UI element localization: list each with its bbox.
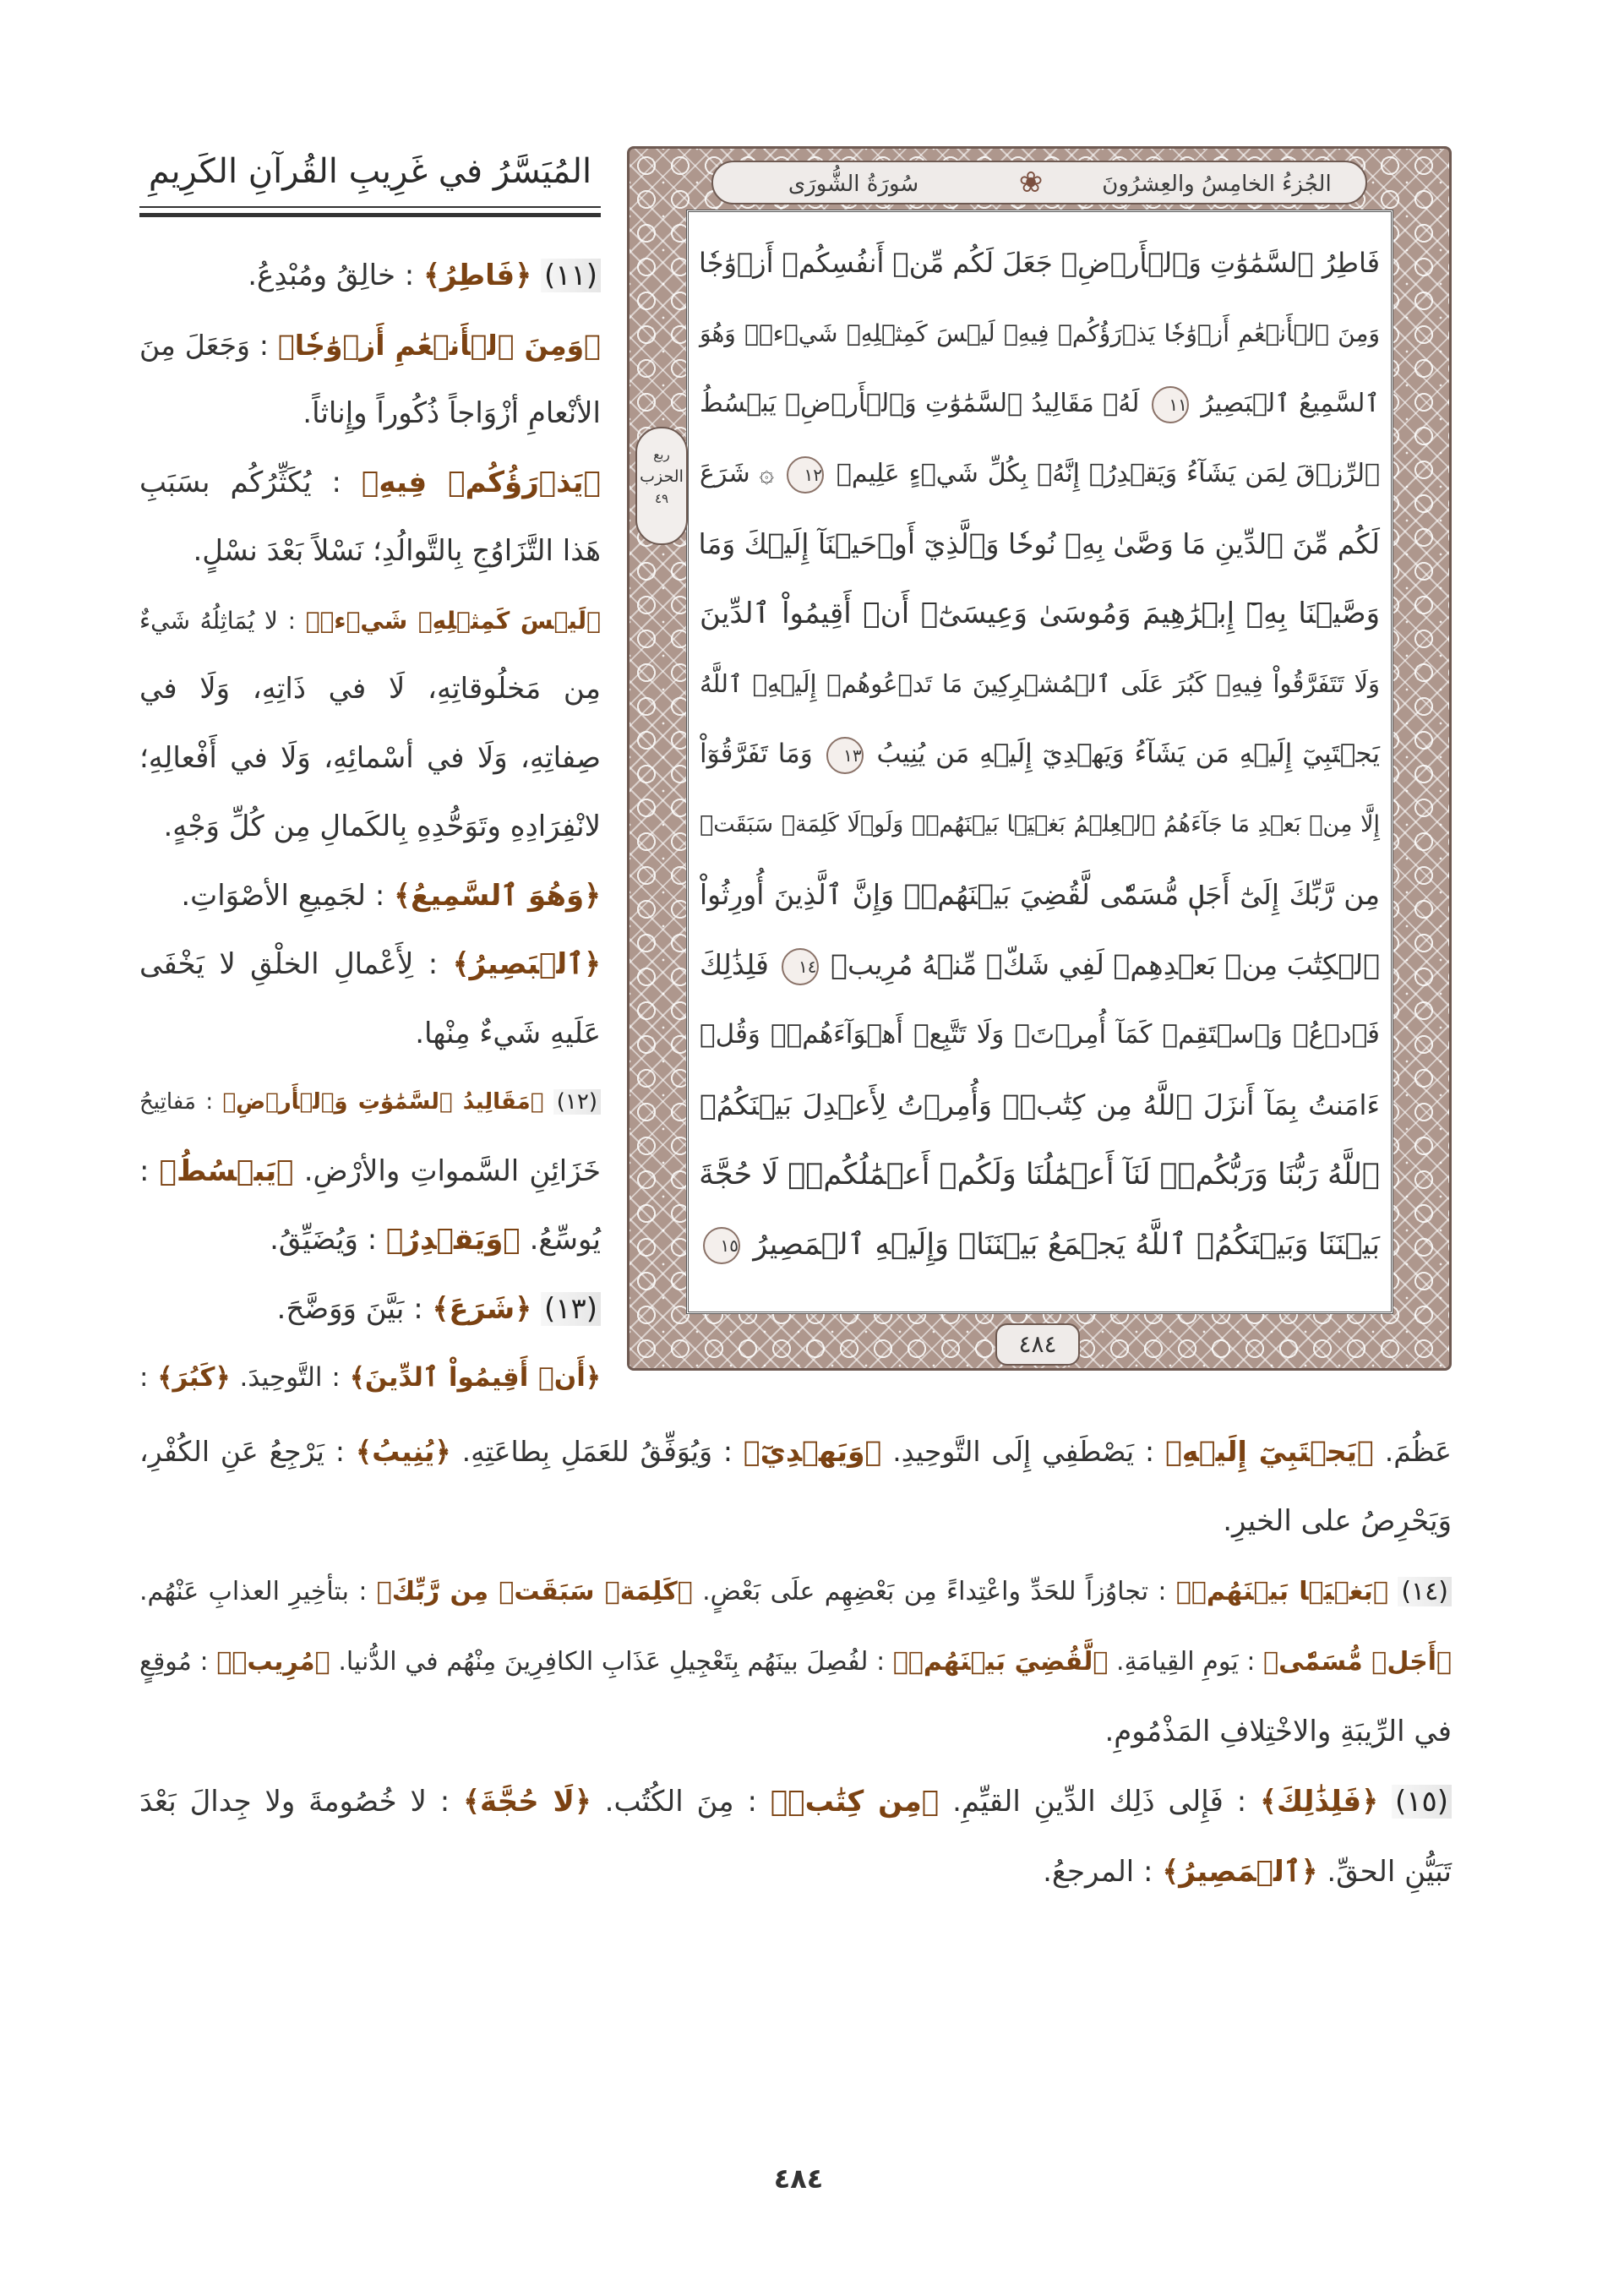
- tafsir-line: [139, 449, 601, 518]
- glossed-term: ﴿كَلِمَةٞ سَبَقَتۡ مِن رَّبِّكَ﴾: [376, 1577, 693, 1606]
- quran-line: [700, 368, 1380, 439]
- quran-line: [700, 1070, 1380, 1140]
- line-text: : وَيُوَفِّقُ للعَمَلِ بِطاعَتِهِ.: [461, 1435, 733, 1468]
- tafsir-line: [139, 1557, 1452, 1627]
- line-text: فَاطِرُ ٱلسَّمَٰوَٰتِ وَٱلۡأَرۡضِۚ جَعَلَ لَكُم مِّنۡ أَنفُسِكُمۡ أَزۡوَٰجٗا: [698, 247, 1380, 279]
- glossed-term: ﴿وَهُوَ ٱلسَّمِيعُ﴾: [394, 878, 601, 913]
- tafsir-line: [139, 1837, 1452, 1907]
- line-text: : تجاوُزاً للحَدِّ واعْتِداءً مِن بَعْضِهِم علَى بَعْضٍ.: [702, 1577, 1167, 1606]
- line-text: عَظُمَ.: [1384, 1435, 1452, 1468]
- tafsir-line: [139, 1068, 601, 1137]
- line-text: وَمَا تَفَرَّقُوٓاْ: [700, 739, 813, 769]
- tafsir-line: [139, 1000, 601, 1069]
- quran-line: [700, 789, 1380, 859]
- line-text: : المرجعُ.: [1043, 1855, 1153, 1889]
- quran-line: [700, 509, 1380, 579]
- hizb-marker-label: الحزب: [640, 467, 684, 486]
- tafsir-column: [139, 242, 601, 1413]
- tafsir-line: [139, 311, 601, 380]
- line-text: : فَإِلى ذَلِك الدِّينِ القيِّمِ.: [952, 1785, 1247, 1819]
- glossed-term: ﴿يَجۡتَبِيٓ إِلَيۡهِ﴾: [1165, 1435, 1374, 1468]
- glossed-term: ﴿لَا حُجَّةَ﴾: [463, 1785, 591, 1819]
- glossed-term: ﴿فَلِذَٰلِكَ﴾: [1260, 1785, 1379, 1819]
- quran-line: [700, 439, 1380, 509]
- verse-number: (١٤): [1398, 1577, 1452, 1606]
- tafsir-line: [139, 1627, 1452, 1697]
- line-text: : التَّوحِيدَ.: [239, 1362, 341, 1393]
- ayah-end-marker: ١٢: [787, 456, 824, 494]
- ayah-end-marker: ١٣: [826, 737, 864, 774]
- glossed-term: ﴿بَغۡيَۢا بَيۡنَهُمۡ﴾: [1175, 1577, 1388, 1606]
- line-text: : لا يُمَاثِلُهُ شَيءٌ: [139, 606, 297, 635]
- juz-label: الجُزءُ الخامِسُ والعِشرُونَ: [1102, 172, 1332, 197]
- line-text: يَجۡتَبِيٓ إِلَيۡهِ مَن يَشَآءُ وَيَهۡدِيٓ إِلَيۡهِ مَن يُنِيبُ: [876, 739, 1380, 769]
- frame-page-number: ٤٨٤: [995, 1323, 1080, 1366]
- line-text: لانْفِرَادِهِ وتَوَحُّدِهِ بِالكَمالِ مِن كُلِّ وَجْهٍ.: [163, 810, 601, 843]
- line-text: ٱللَّهُ رَبُّنَا وَرَبُّكُمۡۖ لَنَآ أَعۡمَٰلُنَا وَلَكُمۡ أَعۡمَٰلُكُمۡۖ لَا حُجَّةَ: [699, 1158, 1380, 1192]
- tafsir-line: [139, 655, 601, 724]
- glossed-term: ﴿مَقَالِيدُ ٱلسَّمَٰوَٰتِ وَٱلۡأَرۡضِ﴾: [222, 1089, 544, 1115]
- quran-line: [700, 298, 1380, 368]
- line-text: : مَفاتِيحُ: [139, 1089, 214, 1115]
- ayah-end-marker: ١٥: [703, 1227, 740, 1264]
- tafsir-line: [139, 930, 601, 1000]
- line-text: : بَيَّنَ وَوَضَّحَ.: [276, 1291, 423, 1326]
- line-text: : وَيُضَيِّقُ.: [270, 1223, 378, 1257]
- quran-text: [700, 228, 1380, 1280]
- glossed-term: ﴿أَنۡ أَقِيمُواْ ٱلدِّينَ﴾: [349, 1362, 601, 1393]
- hizb-marker-number: ٤٩: [654, 491, 669, 506]
- quran-line: [700, 719, 1380, 789]
- glossed-term: ﴿ٱلۡمَصِيرُ﴾: [1162, 1855, 1318, 1889]
- line-text: :: [139, 1153, 150, 1188]
- line-text: وَيَحْرِصُ على الخيرِ.: [1223, 1504, 1452, 1538]
- ayah-end-marker: ١١: [1152, 386, 1189, 423]
- line-text: في الرِّيبَةِ والاخْتِلافِ المَذْمُومِ.: [1104, 1715, 1452, 1748]
- tafsir-line: [139, 1486, 1452, 1557]
- tafsir-line: [139, 1206, 601, 1275]
- line-text: عَلَيهِ شَيءٌ مِنْها.: [415, 1016, 601, 1050]
- line-text: يُوسِّعُ.: [529, 1223, 601, 1257]
- line-text: تَبَيُّنِ الحقِّ.: [1327, 1855, 1452, 1889]
- glossed-term: ﴿كَبُرَ﴾: [157, 1362, 231, 1393]
- line-text: : يَومِ القِيامَةِ.: [1116, 1647, 1256, 1677]
- glossed-term: ﴿يُنِيبُ﴾: [355, 1435, 451, 1468]
- line-text: بَيۡنَنَا وَبَيۡنَكُمُۖ ٱللَّهُ يَجۡمَعُ بَيۡنَنَاۖ وَإِلَيۡهِ ٱلۡمَصِيرُ: [753, 1228, 1380, 1262]
- tafsir-line: [139, 1344, 601, 1413]
- line-text: : لفُصِلَ بينَهُم بِتَعْجِيلِ عَذَابِ الكافِرِينَ مِنْهُم في الدُّنيا.: [338, 1647, 886, 1677]
- line-text: ٱلسَّمِيعُ ٱلۡبَصِيرُ: [1201, 389, 1380, 418]
- ayah-end-marker: ١٤: [782, 948, 819, 985]
- quran-line: [700, 649, 1380, 719]
- glossed-term: ﴿يَذۡرَؤُكُمۡ فِيهِ﴾: [362, 465, 601, 499]
- tafsir-line: [139, 1697, 1452, 1767]
- line-text: : يَرْجِعُ عَنِ الكُفْرِ،: [139, 1435, 345, 1468]
- line-text: ءَامَنتُ بِمَآ أَنزَلَ ٱللَّهُ مِن كِتَٰبٖۖ وَأُمِرۡتُ لِأَعۡدِلَ بَيۡنَكُمُۖ: [700, 1088, 1380, 1121]
- glossed-term: ﴿لَيۡسَ كَمِثۡلِهِۦ شَيۡءٞ﴾: [305, 606, 601, 635]
- page-number: ٤٨٤: [773, 2162, 824, 2195]
- floral-ornament-icon: ❀: [1018, 166, 1044, 199]
- tafsir-line: [139, 379, 601, 449]
- tafsir-line: [139, 517, 601, 586]
- line-text: مِن رَّبِّكَ إِلَىٰٓ أَجَلٖ مُّسَمّٗى لَّقُضِيَ بَيۡنَهُمۡۚ وَإِنَّ ٱلَّذِينَ أُورِثُواْ: [700, 878, 1380, 911]
- verse-number: (١١): [541, 259, 601, 292]
- glossed-term: ﴿فَاطِرُ﴾: [423, 259, 532, 292]
- quran-line: [700, 579, 1380, 649]
- tafsir-bottom: [139, 1416, 1452, 1907]
- glossed-term: ﴿أَجَلٖ مُّسَمّٗى﴾: [1263, 1647, 1452, 1677]
- line-text: مِن مَخلُوقاتِهِ، لَا في ذَاتِهِ، وَلَا في: [139, 672, 601, 706]
- line-text: : يُكَثِّرُكُم بسَبَبِ: [139, 465, 341, 499]
- line-text: فَلِذَٰلِكَ: [700, 948, 769, 981]
- glossed-term: ﴿شَرَعَ﴾: [432, 1291, 532, 1326]
- line-text: خَزَائِنِ السَّمواتِ والأرْضِ.: [303, 1153, 601, 1188]
- verse-number: (١٢): [553, 1089, 601, 1115]
- glossed-term: ﴿مِن كِتَٰبٖ﴾: [770, 1785, 940, 1819]
- surah-label: سُورَةُ الشُّورَى: [788, 172, 919, 197]
- line-text: : لجَمِيعِ الأصْوَاتِ.: [181, 878, 385, 913]
- line-text: ٱلرِّزۡقَ لِمَن يَشَآءُ وَيَقۡدِرُۚ إِنَّهُۥ بِكُلِّ شَيۡءٍ عَلِيمٞ: [836, 459, 1380, 488]
- book-title: المُيَسَّرُ في غَرِيبِ القُرآنِ الكَرِيمِ: [148, 152, 592, 191]
- glossed-term: ﴿مُرِيبٖ﴾: [216, 1647, 330, 1677]
- tafsir-line: [139, 1275, 601, 1344]
- line-text: لَهُۥ مَقَالِيدُ ٱلسَّمَٰوَٰتِ وَٱلۡأَرۡضِۖ يَبۡسُطُ: [700, 389, 1140, 418]
- glossed-term: ﴿ٱلۡبَصِيرُ﴾: [452, 947, 601, 981]
- quran-line: [700, 1210, 1380, 1280]
- line-text: وَصَّيۡنَا بِهِۦٓ إِبۡرَٰهِيمَ وَمُوسَىٰ وَعِيسَىٰٓۖ أَنۡ أَقِيمُواْ ٱلدِّينَ: [700, 597, 1380, 630]
- quran-line: [700, 859, 1380, 930]
- line-text: : لِأَعْمالِ الخلْقِ لا يَخْفَى: [139, 947, 439, 981]
- tafsir-line: [139, 862, 601, 931]
- line-text: هَذا التَّزَاوُجِ بِالتَّوالُدِ؛ نَسْلاً بَعْدَ نسْلٍ.: [193, 534, 601, 568]
- line-text: وَلَا تَتَفَرَّقُواْ فِيهِۚ كَبُرَ عَلَى ٱلۡمُشۡرِكِينَ مَا تَدۡعُوهُمۡ إِلَيۡهِۚ ٱللَّهُ: [700, 669, 1380, 698]
- line-text: : بتأخِيرِ العذابِ عَنْهُم.: [139, 1577, 368, 1606]
- quran-line: [700, 1140, 1380, 1210]
- tafsir-line: [139, 242, 601, 311]
- quran-line: [700, 930, 1380, 1000]
- tafsir-line: [139, 1416, 1452, 1486]
- line-text: وَمِنَ ٱلۡأَنۡعَٰمِ أَزۡوَٰجٗا يَذۡرَؤُكُمۡ فِيهِۚ لَيۡسَ كَمِثۡلِهِۦ شَيۡءٞۖ وَهُوَ: [700, 319, 1380, 347]
- glossed-term: ﴿وَمِنَ ٱلۡأَنۡعَٰمِ أَزۡوَٰجٗا﴾: [277, 328, 601, 362]
- tafsir-line: [139, 793, 601, 862]
- line-text: : يَصْطَفِي إِلَى التَّوحِيدِ.: [892, 1435, 1155, 1468]
- verse-number: (١٥): [1392, 1785, 1452, 1819]
- tafsir-line: [139, 1767, 1452, 1837]
- line-text: : خالِقُ ومُبْدِعُ.: [248, 259, 415, 292]
- glossed-term: ﴿لَّقُضِيَ بَيۡنَهُمۡ﴾: [892, 1647, 1109, 1677]
- line-text: : لا خُصُومةَ ولا جِدالَ بَعْدَ: [139, 1785, 450, 1819]
- title-divider: [139, 206, 601, 217]
- glossed-term: ﴿وَيَهۡدِيٓ﴾: [743, 1435, 882, 1468]
- line-text: : مُوقِعٍ: [139, 1647, 209, 1677]
- tafsir-line: [139, 724, 601, 794]
- line-text: ٱلۡكِتَٰبَ مِنۢ بَعۡدِهِمۡ لَفِي شَكّٖ مِّنۡهُ مُرِيبٖ: [831, 948, 1380, 981]
- quran-line: [700, 1000, 1380, 1070]
- line-text: :: [139, 1362, 149, 1393]
- hizb-quarter-marker: [635, 427, 688, 545]
- line-text: فَٱدۡعُۖ وَٱسۡتَقِمۡ كَمَآ أُمِرۡتَۖ وَلَا تَتَّبِعۡ أَهۡوَآءَهُمۡۖ وَقُلۡ: [700, 1019, 1380, 1050]
- quran-line: [700, 228, 1380, 298]
- line-text: : وَجَعَلَ مِنَ: [139, 328, 270, 362]
- line-text: الأنْعامِ أزْوَاجاً ذُكُوراً وإِناثاً.: [303, 396, 601, 430]
- hizb-marker-top: ربع: [653, 447, 670, 462]
- line-text: صِفاتِهِ، وَلَا في أسْمائِهِ، وَلَا في أَفْعالِهِ؛: [139, 740, 601, 775]
- verse-number: (١٣): [541, 1292, 601, 1326]
- line-text: ۞ شَرَعَ: [700, 459, 775, 488]
- glossed-term: ﴿وَيَقۡدِرُ﴾: [385, 1223, 521, 1257]
- line-text: إِلَّا مِنۢ بَعۡدِ مَا جَآءَهُمُ ٱلۡعِلۡمُ بَغۡيَۢا بَيۡنَهُمۡۚ وَلَوۡلَا كَلِمَةٞ سَبَقَتۡ: [700, 811, 1380, 837]
- line-text: : مِنَ الكُتُب.: [604, 1785, 757, 1819]
- tafsir-line: [139, 1137, 601, 1207]
- glossed-term: ﴿يَبۡسُطُ﴾: [159, 1153, 294, 1188]
- line-text: لَكُم مِّنَ ٱلدِّينِ مَا وَصَّىٰ بِهِۦ نُوحٗا وَٱلَّذِيٓ أَوۡحَيۡنَآ إِلَيۡكَ وَمَا: [698, 527, 1380, 560]
- tafsir-line: [139, 586, 601, 656]
